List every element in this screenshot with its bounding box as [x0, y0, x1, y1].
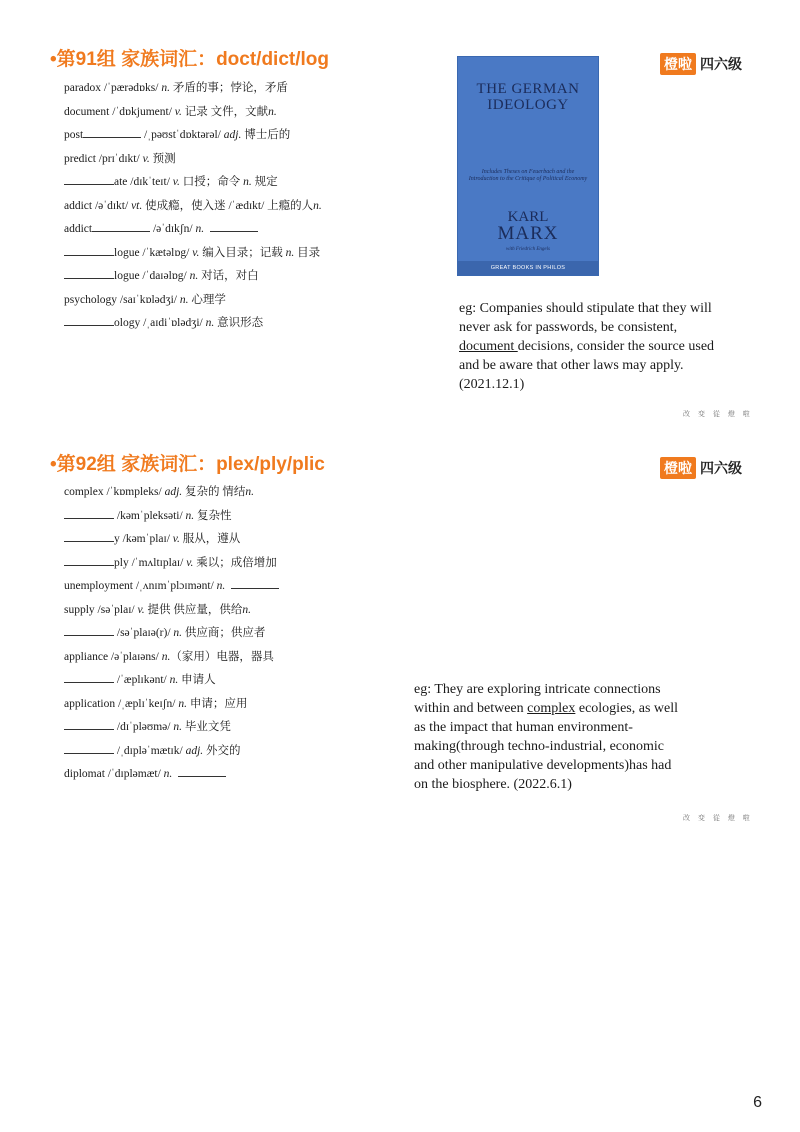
vocab-text: 提供 — [144, 603, 174, 616]
vocab-text: psychology /saɪˈkɒlədʒi/ — [64, 293, 180, 306]
vocab-text: v. — [174, 105, 182, 118]
vocab-text: 博士后的 — [241, 129, 291, 141]
section-title: •第91组 家族词汇：doct/dict/log — [50, 49, 329, 70]
vocab-text: 规定 — [251, 176, 278, 188]
brand-chip: 橙啦 — [660, 53, 696, 75]
vocab-text: 申请人 — [178, 674, 216, 686]
vocab-text: 使成瘾，使入迷 /ˈædɪkt/ — [142, 199, 268, 212]
vocab-text: 服从，遵从 — [179, 533, 241, 545]
vocab-text: adj. — [164, 486, 183, 498]
vocab-text: vt. — [131, 199, 143, 212]
vocab-text: 口授；命令 — [179, 176, 244, 188]
vocab-text: 外交的 — [203, 744, 241, 757]
brand-level: 四六级 — [700, 56, 742, 72]
example-note — [414, 680, 679, 794]
vocab-text: n. — [173, 721, 182, 733]
fill-in-blank — [64, 555, 114, 566]
vocab-text: /ˌpəʊstˈdɒktərəl/ — [141, 129, 224, 141]
vocab-text: v. — [172, 533, 180, 545]
vocab-text: 矛盾的事；悖论，矛盾 — [169, 82, 288, 94]
note-text: eg: Companies should stipulate that they will never ask for passwords, be consistent, — [459, 301, 712, 335]
note-keyword: document — [459, 339, 518, 354]
vocab-item — [64, 716, 279, 740]
vocab-text: v. — [192, 246, 200, 259]
vocab-text: n. — [285, 246, 295, 259]
vocab-text: y /kəmˈplaɪ/ — [114, 533, 173, 545]
vocab-text: 情结 — [222, 486, 246, 498]
vocab-text: 毕业文凭 — [181, 721, 231, 733]
vocab-text: supply /səˈplaɪ/ — [64, 603, 138, 616]
vocab-text: 文件，文献 — [210, 105, 269, 118]
book-subtitle: Includes Theses on Feuerbach and the Introduction to the Critique of Political Economy — [468, 169, 588, 182]
vocab-text: n. — [216, 580, 226, 592]
vocab-item — [64, 669, 279, 693]
page-number: 6 — [753, 1094, 762, 1111]
vocab-item — [64, 693, 279, 717]
vocab-text: /dɪˈpləʊmə/ — [114, 721, 174, 733]
vocab-text: logue /ˈkætəlɒg/ — [114, 246, 193, 259]
section-title: •第92组 家族词汇：plex/ply/plic — [50, 454, 325, 475]
vocab-text: n. — [313, 199, 322, 212]
vocab-text: n. — [242, 603, 251, 616]
vocab-item — [64, 552, 279, 576]
vocab-text: 供应量，供给 — [173, 603, 243, 616]
vocab-text: ology /ˌaɪdiˈɒlədʒi/ — [114, 317, 206, 329]
vocab-text: unemployment /ˌʌnɪmˈplɔɪmənt/ — [64, 580, 217, 592]
vocab-text: n. — [189, 270, 199, 282]
book-author-last: MARX — [497, 223, 559, 244]
vocab-item — [64, 646, 279, 670]
vocab-text: /əˈdɪkʃn/ — [150, 223, 196, 235]
vocab-item — [64, 763, 279, 787]
vocab-text: adj. — [185, 744, 204, 757]
vocab-text: n. — [161, 82, 170, 94]
vocab-text: diplomat /ˈdɪpləmæt/ — [64, 768, 164, 780]
vocab-text: 供应商；供应者 — [182, 627, 266, 639]
vocab-item — [64, 599, 279, 623]
fill-in-blank — [64, 508, 114, 519]
vocab-text: 目录 — [294, 246, 321, 259]
vocab-text: v. — [172, 176, 180, 188]
vocab-text: n. — [268, 105, 277, 118]
fill-in-blank — [64, 531, 114, 542]
vocab-item — [64, 528, 279, 552]
vocab-text: v. — [142, 152, 150, 165]
brand-level: 四六级 — [700, 460, 742, 476]
vocab-text: addict — [64, 223, 93, 235]
fill-in-blank — [64, 719, 114, 730]
vocab-text: ply /ˈmʌltɪplaɪ/ — [114, 556, 187, 569]
vocab-text: logue /ˈdaɪəlɒg/ — [114, 270, 190, 282]
brand-badge — [660, 457, 742, 479]
footer-text: 改 变 從 燈 啦 — [683, 815, 753, 822]
vocab-text: /kəmˈpleksəti/ — [114, 509, 186, 522]
note-text: decisions, consider the source used and be aware that other laws may apply. (2021.12.1) — [459, 339, 715, 392]
vocab-text: 申请；应用 — [186, 697, 248, 710]
note-text: ecologies, as well as the impact that human environment-making(through techno-industrial, economic and other manipulative developments)has had on the biosphere. (2022.6.1) — [414, 701, 678, 792]
vocab-text: document /ˈdɒkjument/ — [64, 105, 175, 118]
vocab-text: 复杂的 — [182, 486, 223, 498]
book-title: THE GERMAN IDEOLOGY — [476, 81, 580, 113]
vocab-text: 上瘾的人 — [267, 199, 314, 212]
vocab-text: /səˈplaɪə(r)/ — [114, 627, 174, 639]
vocab-text: 心理学 — [188, 293, 226, 306]
book-editor: with Friedrich Engels — [506, 247, 550, 252]
vocab-text: adj. — [223, 129, 242, 141]
vocab-item — [64, 622, 279, 646]
fill-in-blank — [64, 672, 114, 683]
vocab-text: n. — [163, 768, 173, 780]
vocab-text: 意识形态 — [214, 317, 264, 329]
fill-in-blank — [178, 766, 226, 777]
vocab-text: v. — [137, 603, 145, 616]
vocab-text: appliance /əˈplaɪəns/ — [64, 650, 162, 663]
vocab-item — [64, 481, 279, 505]
vocab-text: （家用）电器，器具 — [170, 650, 274, 663]
vocab-item — [64, 740, 279, 764]
vocab-text: n. — [161, 650, 171, 663]
vocab-list — [64, 481, 279, 787]
vocab-text: ate /dɪkˈteɪt/ — [114, 176, 173, 188]
vocab-item — [64, 575, 279, 599]
vocab-text: complex /ˈkɒmpleks/ — [64, 486, 165, 498]
vocab-text: paradox /ˈpærədɒks/ — [64, 82, 162, 94]
vocab-text: v. — [186, 556, 194, 569]
vocab-text: 乘以；成倍增加 — [193, 556, 277, 569]
vocab-text: n. — [173, 627, 183, 639]
vocab-text: /ˌdɪpləˈmætɪk/ — [114, 744, 186, 757]
fill-in-blank — [64, 743, 114, 754]
vocab-item — [64, 505, 279, 529]
vocab-text: post — [64, 129, 84, 141]
vocab-text: n. — [245, 486, 255, 498]
vocab-text: addict /əˈdɪkt/ — [64, 199, 132, 212]
vocab-text: n. — [169, 674, 179, 686]
vocab-text: n. — [179, 293, 189, 306]
fill-in-blank — [64, 625, 114, 636]
vocab-text: 对话，对白 — [198, 270, 259, 282]
vocab-text: n. — [243, 176, 252, 188]
vocab-text: /ˈæplɪkənt/ — [114, 674, 170, 686]
vocab-text: n. — [185, 509, 195, 522]
vocab-text: n. — [195, 223, 205, 235]
vocab-text: predict /prɪˈdɪkt/ — [64, 152, 143, 165]
vocab-text: application /ˌæplɪˈkeɪʃn/ — [64, 697, 179, 710]
book-author-first: KARL — [507, 209, 549, 225]
vocab-text: n. — [178, 697, 187, 710]
vocab-text: 编入目录；记载 — [199, 246, 286, 259]
vocab-text: n. — [205, 317, 215, 329]
fill-in-blank — [231, 578, 279, 589]
brand-chip: 橙啦 — [660, 457, 696, 479]
vocab-text: 复杂性 — [194, 509, 232, 522]
note-keyword: complex — [527, 701, 576, 716]
note-text: eg: They are exploring intricate connections within and between — [414, 682, 661, 716]
footer-text: 改 变 從 燈 啦 — [683, 411, 753, 418]
vocab-text: 预测 — [149, 152, 176, 165]
book-series: GREAT BOOKS IN PHILOS — [458, 261, 598, 275]
vocab-text: 记录 — [181, 105, 211, 118]
